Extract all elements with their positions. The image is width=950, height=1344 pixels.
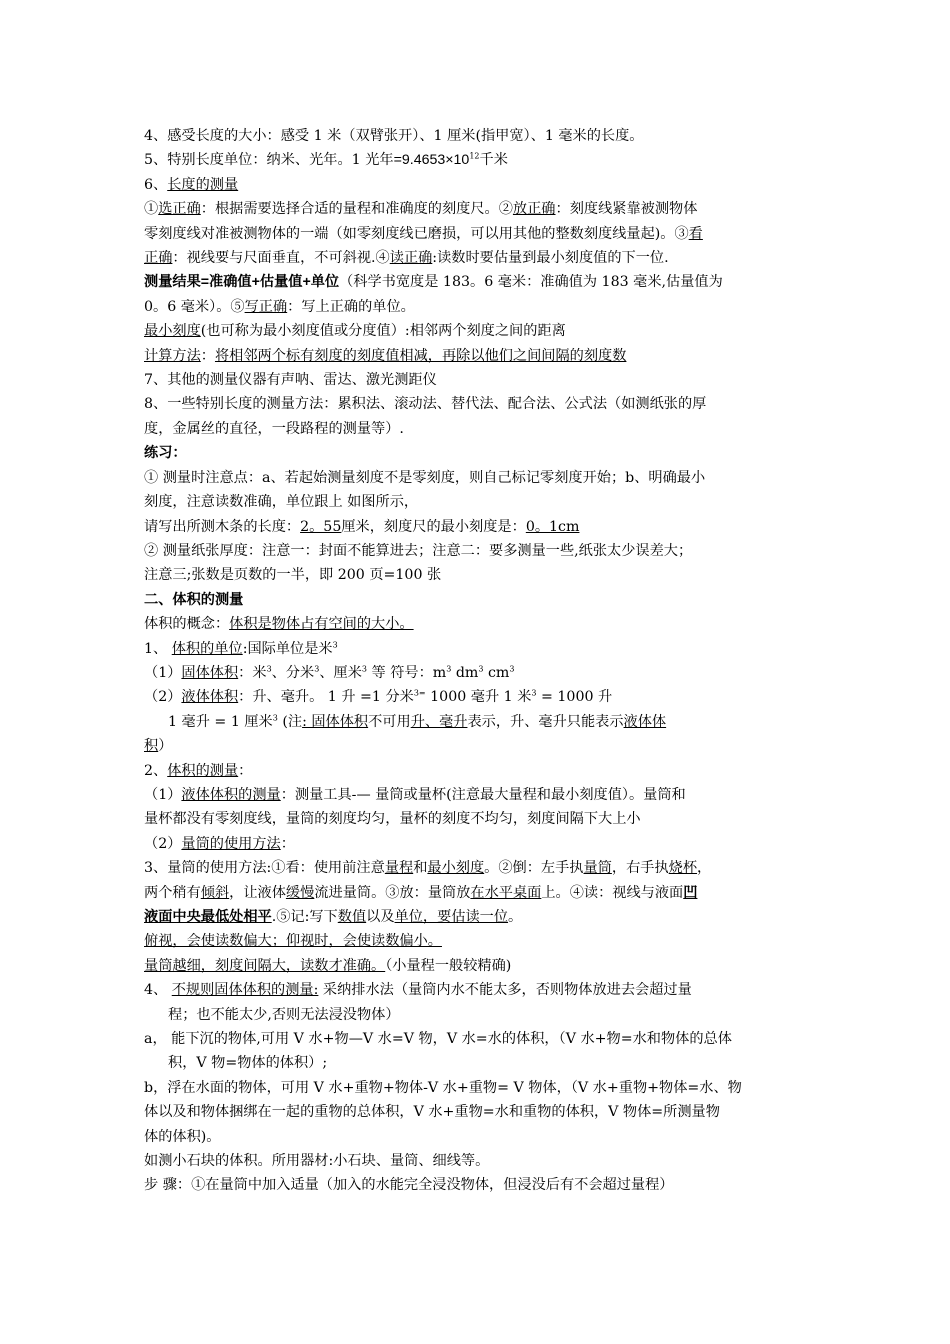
text-line: [144, 978, 814, 1002]
text-line: [144, 539, 814, 563]
text-line: [144, 832, 814, 856]
text-segment: 表示，升、毫升只能表示: [467, 713, 624, 730]
text-segment: （2）: [144, 835, 182, 852]
text-line: [144, 734, 814, 758]
text-segment: 7、其他的测量仪器有声呐、雷达、激光测距仪: [144, 372, 437, 389]
text-segment: 上。④读：视线与液面: [541, 884, 684, 901]
text-line: [144, 441, 814, 465]
text-segment: ：视线要与尺面垂直，不可斜视.④: [172, 250, 390, 267]
text-segment: 、厘米: [319, 664, 362, 681]
text-segment: ：米: [238, 664, 267, 681]
text-segment: ①: [144, 201, 159, 218]
text-line: [144, 417, 814, 441]
text-line: [144, 148, 814, 172]
text-segment: = 1000 升: [536, 689, 613, 706]
text-line: [144, 124, 814, 148]
text-segment: 体以及和物体捆绑在一起的重物的总体积，V 水+重物=水和重物的体积，V 物体=所测量物: [144, 1104, 720, 1121]
text-segment: 厘米，刻度尺的最小刻度是：: [341, 518, 526, 535]
text-segment: 和: [413, 860, 428, 877]
superscript: 3: [361, 664, 367, 674]
text-line: [144, 490, 814, 514]
underlined-text: 量筒: [583, 860, 612, 877]
text-segment: ，: [697, 860, 712, 877]
text-segment: :国际单位是米: [242, 640, 333, 657]
superscript: 12: [469, 151, 480, 161]
superscript: 3: [266, 664, 272, 674]
underlined-text: 量程: [384, 860, 414, 877]
text-segment: 两个稍有: [144, 884, 201, 901]
underlined-text: 放正确: [512, 201, 556, 218]
text-segment: 请写出所测木条的长度：: [144, 518, 301, 535]
underlined-text: 长度的测量: [167, 176, 239, 193]
underlined-text: 正确: [144, 250, 173, 267]
superscript: 3: [509, 664, 515, 674]
text-segment: :读数时要估量到最小刻度值的下一位.: [432, 250, 669, 267]
underlined-text: 升、毫升: [410, 713, 468, 730]
text-segment: 量杯都没有零刻度线，量筒的刻度均匀，量杯的刻度不均匀，刻度间隔下大上小: [144, 811, 641, 828]
text-segment: 4、: [144, 982, 172, 999]
text-segment: （科学书宽度是 183。6 毫米：准确值为 183 毫米,估量值为: [339, 274, 723, 291]
underlined-text: 2。55: [300, 518, 342, 535]
text-segment: ：根据需要选择合适的量程和准确度的刻度尺。②: [200, 201, 513, 218]
text-segment: ：写上正确的单位。: [287, 298, 415, 315]
text-segment: 等 符号：m: [367, 664, 447, 681]
text-segment: ：: [280, 835, 295, 852]
underlined-text: 数值: [337, 909, 367, 925]
underlined-text: 缓慢: [285, 884, 315, 901]
underlined-text: 在水平桌面: [470, 884, 542, 901]
text-segment: 千米: [479, 152, 508, 169]
text-line: [144, 710, 814, 734]
underlined-text: 俯视，会使读数偏大；仰视时，会使读数偏小。: [144, 933, 442, 950]
superscript: 3: [478, 664, 484, 674]
text-segment: 采纳排水法（量筒内水不能太多，否则物体放进去会超过量: [318, 982, 692, 999]
underlined-text: 最小刻度: [427, 860, 485, 877]
text-segment: 。: [508, 909, 523, 925]
underlined-text: 液体体: [623, 713, 667, 730]
text-line: [144, 392, 814, 416]
text-segment: 以及: [366, 909, 395, 925]
underlined-text: 计算方法: [144, 347, 201, 364]
text-line: [144, 881, 814, 905]
document-page: [144, 124, 814, 1198]
text-line: [144, 807, 814, 831]
text-segment: 体积的概念：: [144, 616, 230, 633]
text-segment: 。②倒：左手执: [484, 860, 584, 877]
text-segment: ：: [200, 347, 215, 364]
underlined-text: 0。1cm: [525, 518, 580, 535]
text-segment: 刻度，注意读数准确，单位跟上 如图所示，: [144, 494, 419, 511]
text-line: [144, 637, 814, 661]
text-line: [144, 197, 814, 221]
underlined-text: 凹: [683, 884, 698, 901]
underlined-text: 将相邻两个标有刻度的刻度值相减，再除以他们之间间隔的刻度数: [214, 347, 627, 364]
text-segment: 体的体积)。: [144, 1128, 221, 1145]
text-segment: 程；也不能太少,否则无法浸没物体）: [168, 1006, 400, 1023]
text-line: [144, 344, 814, 368]
text-line: [144, 368, 814, 392]
text-line: [144, 515, 814, 539]
text-line: [144, 612, 814, 636]
underlined-text: 体积的单位: [171, 640, 243, 657]
text-line: [144, 173, 814, 197]
text-segment: (注: [277, 713, 303, 730]
text-segment: 1、: [144, 640, 172, 657]
text-segment: 8、一些特别长度的测量方法：累积法、滚动法、替代法、配合法、公式法（如测纸张的厚: [144, 396, 707, 413]
underlined-text: 液面中央最低处相平: [144, 909, 272, 925]
text-line: [144, 270, 814, 294]
text-line: [144, 1076, 814, 1100]
text-segment: ）: [158, 738, 173, 755]
text-segment: (也可称为最小刻度值或分度值）:相邻两个刻度之间的距离: [200, 323, 566, 340]
text-segment: ② 测量纸张厚度：注意一：封面不能算进去；注意二：要多测量一些,纸张太少误差大；: [144, 542, 693, 559]
text-segment: =9.4653×10: [393, 152, 470, 169]
underlined-text: 最小刻度: [144, 323, 201, 340]
text-segment: cm: [483, 664, 510, 681]
text-segment: 练习：: [144, 445, 187, 462]
text-line: [144, 1003, 814, 1027]
underlined-text: 读正确: [389, 250, 433, 267]
text-segment: ：测量工具-— 量筒或量杯(注意最大量程和最小刻度值）。量筒和: [280, 786, 686, 803]
text-line: [144, 929, 814, 953]
superscript: 3: [446, 664, 452, 674]
underlined-text: 体积的测量: [167, 762, 239, 779]
text-segment: ：刻度线紧靠被测物体: [555, 201, 698, 218]
superscript: 3=: [413, 688, 426, 698]
text-segment: 不可用: [368, 713, 411, 730]
text-segment: ，右手执: [611, 860, 669, 877]
superscript: 3: [314, 664, 320, 674]
text-line: [144, 954, 814, 978]
underlined-text: 积: [144, 738, 159, 755]
superscript: 3: [531, 688, 537, 698]
underlined-text: 看: [688, 225, 703, 242]
text-line: [144, 1100, 814, 1124]
text-segment: （小量程一般较精确): [385, 957, 512, 974]
text-segment: ：升、毫升。 1 升 =1 分米: [238, 689, 414, 706]
text-segment: 0。6 毫米）。⑤: [144, 298, 245, 315]
text-line: [144, 1125, 814, 1149]
text-segment: （1）: [144, 786, 182, 803]
text-line: [144, 1051, 814, 1075]
text-segment: 如测小石块的体积。所用器材:小石块、量筒、细线等。: [144, 1153, 490, 1170]
text-line: [144, 1027, 814, 1051]
text-segment: 度，金属丝的直径，一段路程的测量等）.: [144, 420, 404, 437]
text-line: [144, 1149, 814, 1173]
text-line: [144, 466, 814, 490]
text-segment: 3、量筒的使用方法:①看：使用前注意: [144, 860, 385, 877]
text-line: [144, 856, 814, 880]
text-line: [144, 246, 814, 270]
underlined-text: 量筒越细，刻度间隔大，读数才准确。: [144, 957, 386, 974]
underlined-text: 选正确: [158, 201, 201, 218]
text-segment: ，让液体: [229, 884, 286, 901]
text-line: [144, 783, 814, 807]
text-line: [144, 295, 814, 319]
text-line: [144, 1173, 814, 1197]
text-segment: ① 测量时注意点：a、若起始测量刻度不是零刻度，则自己标记零刻度开始；b、明确最小: [144, 469, 706, 486]
text-segment: ：: [238, 762, 253, 779]
text-segment: 流进量筒。③放：量筒放: [314, 884, 471, 901]
text-segment: 注意三;张数是页数的一半，即 200 页=100 张: [144, 567, 442, 584]
text-segment: 6、: [144, 176, 168, 193]
text-line: [144, 905, 814, 929]
text-segment: 积，V 物=物体的体积）;: [168, 1055, 328, 1072]
text-segment: 1 毫升 = 1 厘米: [168, 713, 273, 730]
text-segment: 2、: [144, 762, 168, 779]
superscript: 3: [272, 713, 278, 723]
text-segment: 步 骤：①在量筒中加入适量（加入的水能完全浸没物体，但浸没后有不会超过量程）: [144, 1177, 674, 1194]
underlined-text: 体积是物体占有空间的大小。: [229, 616, 414, 633]
text-segment: 测量结果=准确值+估量值+单位: [144, 274, 340, 291]
underlined-text: 烧杯: [668, 860, 698, 877]
text-segment: 零刻度线对准被测物体的一端（如零刻度线已磨损，可以用其他的整数刻度线量起)。③: [144, 225, 689, 242]
text-line: [144, 588, 814, 612]
text-segment: dm: [451, 664, 479, 681]
underlined-text: 不规则固体体积的测量:: [171, 982, 319, 999]
underlined-text: 液体体积的测量: [181, 786, 281, 803]
text-line: [144, 685, 814, 709]
text-line: [144, 563, 814, 587]
underlined-text: 固体体积: [181, 664, 239, 681]
text-segment: 1000 毫升 1 米: [425, 689, 532, 706]
text-segment: （2）: [144, 689, 182, 706]
underlined-text: 单位，要估读一位: [394, 909, 509, 925]
underlined-text: 液体体积: [181, 689, 239, 706]
text-segment: 5、特别长度单位：纳米、光年。1 光年: [144, 152, 394, 169]
text-segment: b，浮在水面的物体，可用 V 水+重物+物体-V 水+重物= V 物体，（V 水+重物+物体=水、物: [144, 1079, 742, 1096]
text-line: [144, 319, 814, 343]
underlined-text: : 固体体积: [302, 713, 369, 730]
text-line: [144, 661, 814, 685]
superscript: 3: [332, 639, 338, 649]
text-segment: a， 能下沉的物体,可用 V 水+物—V 水=V 物，V 水=水的体积，（V 水+物=水和物体的总体: [144, 1031, 732, 1048]
text-segment: 、分米: [271, 664, 315, 681]
text-segment: 4、感受长度的大小：感受 1 米（双臂张开）、1 厘米(指甲宽）、1 毫米的长度。: [144, 128, 644, 144]
text-segment: 二、体积的测量: [144, 591, 244, 608]
text-line: [144, 759, 814, 783]
text-line: [144, 222, 814, 246]
underlined-text: 写正确: [244, 298, 288, 315]
text-segment: .⑤记:写下: [271, 909, 338, 925]
underlined-text: 倾斜: [200, 884, 230, 901]
underlined-text: 量筒的使用方法: [181, 835, 281, 852]
text-segment: （1）: [144, 664, 182, 681]
